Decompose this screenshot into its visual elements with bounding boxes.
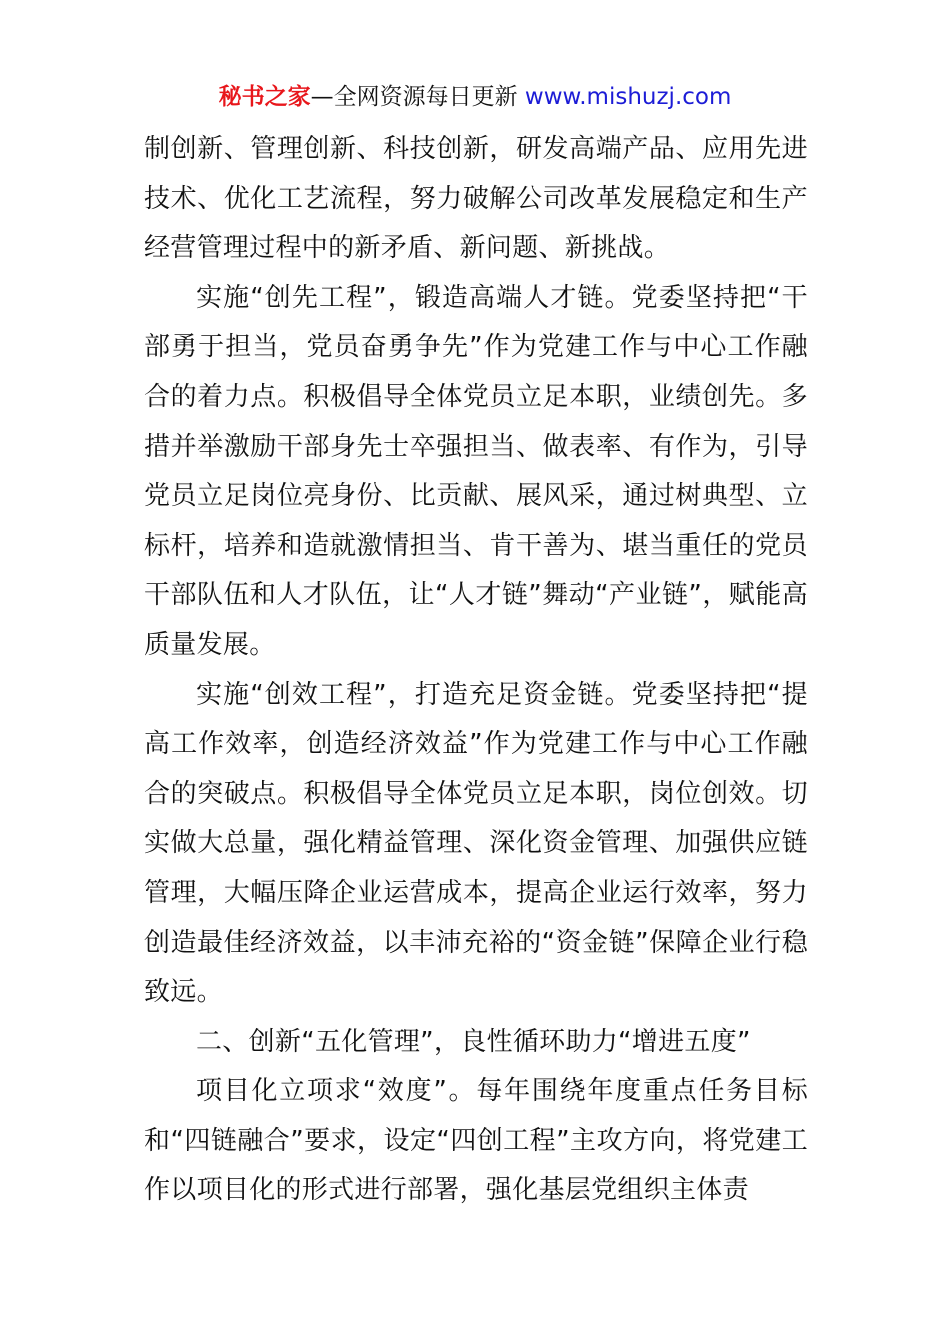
paragraph-talent-chain: 实施“创先工程”，锻造高端人才链。党委坚持把“干部勇于担当，党员奋勇争先”作为党建工作与中心工作融合的着力点。积极倡导全体党员立足本职，业绩创先。多措并举激励干部身先士卒强担当、做表率、有作为，引导党员立足岗位亮身份、比贡献、展风采，通过树典型、立标杆，培养和造就激情担当、肯干善为、堪当重任的党员干部队伍和人才队伍，让“人才链”舞动“产业链”，赋能高质量发展。	[144, 282, 808, 660]
paragraph-continuation: 制创新、管理创新、科技创新，研发高端产品、应用先进技术、优化工艺流程，努力破解公司改革发展稳定和生产经营管理过程中的新矛盾、新问题、新挑战。	[144, 134, 808, 264]
site-url-link[interactable]: www.mishuzj.com	[524, 84, 732, 110]
site-brand: 秘书之家	[218, 84, 311, 110]
document-body	[144, 125, 808, 1216]
site-slogan: —全网资源每日更新	[310, 84, 518, 110]
section-heading: 二、创新“五化管理”，良性循环助力“增进五度”	[196, 1026, 751, 1057]
site-header	[0, 82, 950, 112]
paragraph-project-management: 项目化立项求“效度”。每年围绕年度重点任务目标和“四链融合”要求，设定“四创工程”主攻方向，将党建工作以项目化的形式进行部署，强化基层党组织主体责	[144, 1076, 808, 1206]
paragraph-capital-chain: 实施“创效工程”，打造充足资金链。党委坚持把“提高工作效率，创造经济效益”作为党建工作与中心工作融合的突破点。积极倡导全体党员立足本职，岗位创效。切实做大总量，强化精益管理、深化资金管理、加强供应链管理，大幅压降企业运营成本，提高企业运行效率，努力创造最佳经济效益，以丰沛充裕的“资金链”保障企业行稳致远。	[144, 679, 808, 1008]
